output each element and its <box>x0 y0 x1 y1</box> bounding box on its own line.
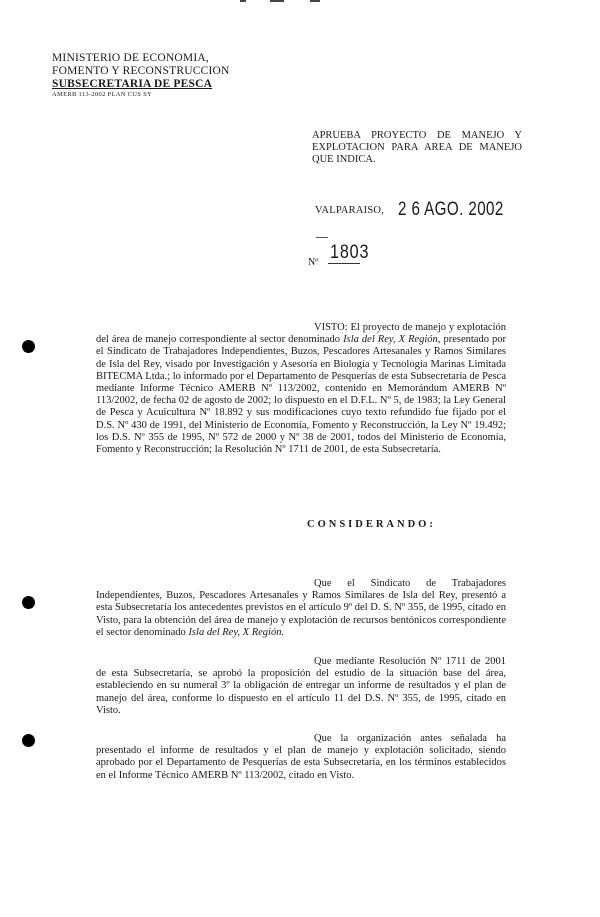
number-underline <box>328 263 360 264</box>
considerando-paragraph-3 <box>96 733 506 782</box>
c3-text: Que la organización antes señalada ha presentado el informe de resultados y el plan de manejo y explotación solicitado, siendo aprobado por el Departamento de Pesquerías de esta Subsecretaría, en los términos establecidos en el Informe Técnico AMERB Nº 113/2002, citado en Visto. <box>96 733 506 781</box>
considerando-paragraph-2 <box>96 656 506 717</box>
c1-text: Que el Sindicato de Trabajadores Independientes, Buzos, Pescadores Artesanales y Ramos Similares de Isla del Rey, presentó a esta Subsecretaría los antecedentes previstos en el artículo 9º del D. S. Nº 355, de 1995, citado en Visto, para la obtención del área de manejo y explotación de recursos bentónicos correspondiente el sector denominado <box>96 578 506 638</box>
number-label: Nº <box>308 257 319 268</box>
punch-hole-top <box>22 340 35 353</box>
header-reference: AMERB 113-2002 PLAN CUS SY <box>52 91 153 98</box>
ministry-header <box>52 52 252 99</box>
resolution-number: 1803 <box>330 242 370 263</box>
header-line-1: MINISTERIO DE ECONOMIA, <box>52 52 209 64</box>
considerando-paragraph-1 <box>96 578 506 639</box>
scan-mark-top <box>240 0 360 3</box>
resolution-subject: APRUEBA PROYECTO DE MANEJO Y EXPLOTACION PARA AREA DE MANEJO QUE INDICA. <box>312 130 522 165</box>
place-label: VALPARAISO, <box>315 205 385 216</box>
visto-paragraph <box>96 322 506 456</box>
number-dash <box>316 237 328 238</box>
header-line-3: SUBSECRETARIA DE PESCA <box>52 78 213 90</box>
c2-text: Que mediante Resolución Nº 1711 de 2001 de esta Subsecretaría, se aprobó la proposición del estudio de la situación base del área, estableciendo en su numeral 3º la obligación de entregar un informe de resultados y el plan de manejo del área, conforme lo dispuesto en el artículo 11 del D.S. Nº 355, de 1995, citado en Visto. <box>96 656 506 716</box>
punch-hole-middle <box>22 596 35 609</box>
visto-rest: , presentado por el Sindicato de Trabajadores Independientes, Buzos, Pescadores Artesanales y Ramos Similares de Isla del Rey, visado por Investigación y Asesoría en Biología y Tecnología Marinas Limitada BITECMA Ltda.; lo informado por el Departamento de Pesquerías de esta Subsecretaría de Pesca mediante Informe Técnico AMERB Nº 113/2002, contenido en Memorándum AMERB Nº 113/2002, de fecha 02 de agosto de 2002; lo dispuesto en el D.F.L. Nº 5, de 1983; la Ley General de Pesca y Acuicultura Nº 18.892 y sus modificaciones cuyo texto refundido fue fijado por el D.S. Nº 430 de 1991, del Ministerio de Economía, Fomento y Reconstrucción, la Ley Nº 19.492; los D.S. Nº 355 de 1995, Nº 572 de 2000 y Nº 38 de 2001, todos del Ministerio de Economía, Fomento y Reconstrucción; la Resolución Nº 1711 de 2001, de esta Subsecretaría. <box>96 334 507 456</box>
visto-sector: Isla del Rey, X Región <box>343 334 438 346</box>
header-line-2: FOMENTO Y RECONSTRUCCION <box>52 65 230 77</box>
date-stamp: 2 6 AGO. 2002 <box>398 199 504 220</box>
visto-lead: VISTO: El proyecto de manejo y explotación del área de manejo correspondiente al sector denominado <box>96 322 506 346</box>
considerando-heading: CONSIDERANDO: <box>307 519 436 530</box>
punch-hole-bottom <box>22 734 35 747</box>
c1-sector: Isla del Rey, X Región. <box>188 626 285 638</box>
